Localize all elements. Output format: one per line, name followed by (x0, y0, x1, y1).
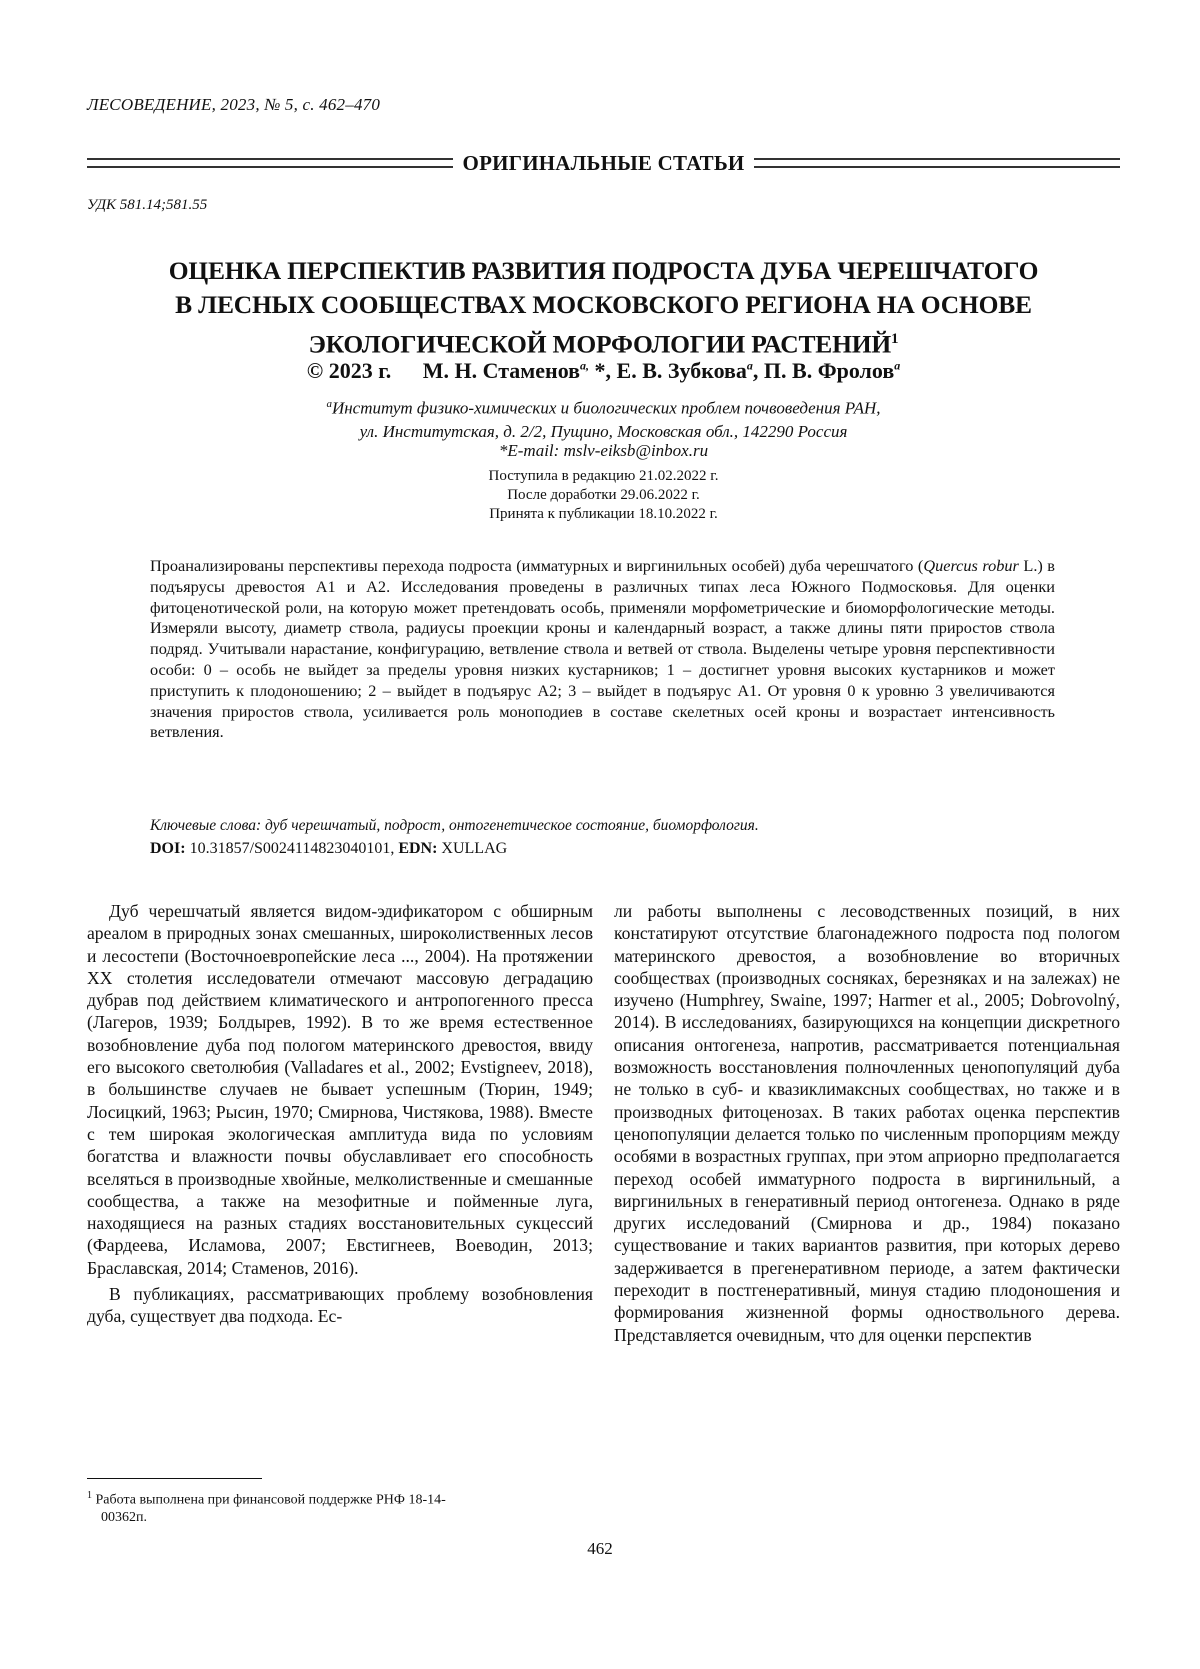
author-suffix: *, (589, 358, 612, 383)
title-line (87, 322, 1120, 362)
date-accepted: Принята к публикации 18.10.2022 г. (489, 506, 718, 522)
title-footnote-mark[interactable]: 1 (891, 331, 899, 347)
affiliation-mark: a (326, 398, 332, 410)
footnote-mark: 1 (87, 1490, 92, 1501)
affiliation-address: ул. Институтская, д. 2/2, Пущино, Московская обл., 142290 Россия (359, 421, 848, 441)
footnote-divider (87, 1478, 262, 1479)
author (423, 358, 611, 383)
page-number: 462 (587, 1539, 613, 1558)
section-rule-left (87, 158, 453, 168)
author (764, 358, 900, 383)
title-line: ОЦЕНКА ПЕРСПЕКТИВ РАЗВИТИЯ ПОДРОСТА ДУБА ЧЕРЕШЧАТОГО (168, 256, 1039, 285)
abstract-text: Проанализированы перспективы перехода подроста (имматурных и виргинильных особей) дуба черешчатого ( (150, 556, 924, 575)
abstract-text: L.) в подъярусы древостоя A1 и A2. Исследования проведены в различных типах леса Южного Подмосковья. Для оценки фитоценотической роли, на которую может претендовать особь, применяли морфометрические и биоморфологические методы. Измеряли высоту, диаметр ствола, радиусы проекции кроны и календарный возраст, а также длины пяти приростов ствола подряд. Учитывали нарастание, конфигурацию, ветвление ствола и ветвей от ствола. Выделены четыре уровня перспективности особи: 0 – особь не выйдет за пределы уровня низких кустарников; 1 – достигнет уровня высоких кустарников и может приступить к плодоношению; 2 – выйдет в подъярус A2; 3 – выйдет в подъярус A1. От уровня 0 к уровню 3 увеличиваются значения приростов ствола, усиливается роль моноподиев в составе скелетных осей кроны и возрастает интенсивность ветвления. (150, 556, 1055, 742)
journal-citation: ЛЕСОВЕДЕНИЕ, 2023, № 5, с. 462–470 (87, 95, 381, 114)
body-paragraph: Дуб черешчатый является видом-эдификатором с обширным ареалом в природных зонах смешанных, широколиственных лесов и лесостепи (Восточноевропейские леса ..., 2004). На протяжении XX столетия исследователи отмечают массовую деградацию дубрав под действием климатического и антропогенного пресса (Лагеров, 1939; Болдырев, 1992). В то же время естественное возобновление дуба под пологом материнского древостоя, ввиду его высокого светолюбия (Valladares et al., 2002; Evstigneev, 2018), в большинстве случаев не бывает успешным (Тюрин, 1949; Лосицкий, 1963; Рысин, 1970; Смирнова, Чистякова, 1988). Вместе с тем широкая экологическая амплитуда вида по условиям богатства и влажности почвы обуславливает его способность вселяться в производные хвойные, мелколиственные и смешанные сообщества, а также на мезофитные и пойменные луга, находящиеся на разных стадиях восстановительных сукцессий (Фардеева, Исламова, 2007; Евстигнеев, Воеводин, 2013; Браславская, 2014; Стаменов, 2016). (87, 901, 593, 1278)
species-name: Quercus robur (923, 556, 1019, 575)
author-affil-mark: a (894, 358, 901, 373)
contact-email[interactable]: *E-mail: mslv-eiksb@inbox.ru (498, 441, 709, 460)
edn-value: XULLAG (437, 840, 508, 857)
section-title: ОРИГИНАЛЬНЫЕ СТАТЬИ (462, 150, 745, 175)
footnote-text: Работа выполнена при финансовой поддержке РНФ 18-14- (92, 1492, 446, 1508)
body-column-right (614, 900, 1120, 1346)
abstract (150, 556, 1055, 743)
author-suffix: , (752, 358, 759, 383)
affiliation-line (87, 393, 1120, 420)
body-paragraph: ли работы выполнены с лесоводственных позиций, в них констатируют отсутствие благонадежного подроста под пологом материнского древостоя, а возобновление во вторичных сообществах (производных сосняках, березняках и на залежах) не изучено (Humphrey, Swaine, 1997; Harmer et al., 2005; Dobrovolný, 2014). В исследованиях, базирующихся на концепции дискретного описания онтогенеза, напротив, рассматривается потенциальная возможность восстановления полночленных ценопопуляций дуба не только в суб- и квазиклимаксных сообществах, но также и в производных фитоценозах. В таких работах оценка перспектив ценопопуляции делается только по численным пропорциям между особями в возрастных группах, при этом априорно предполагается переход особей имматурного подроста в виргинильный, а виргинильных в генеративный период онтогенеза. Однако в ряде других исследований (Смирнова и др., 1984) показано существование и таких вариантов развития, при которых дерево задерживается в прегенеративном периоде, а затем фактически переходит в постгенеративный, минуя стадию плодоношения и формирования жизненной формы одноствольного дерева. Представляется очевидным, что для оценки перспектив (614, 901, 1120, 1345)
submission-dates (87, 467, 1120, 524)
section-header (87, 150, 1120, 176)
affiliation-text: Институт физико-химических и биологических проблем почвоведения РАН, (331, 398, 881, 418)
doi-label: DOI: (150, 840, 186, 857)
identifiers (150, 840, 1055, 858)
copyright-year: © 2023 г. (306, 358, 392, 383)
edn-label: EDN: (398, 840, 438, 857)
author-name: М. Н. Стаменов (422, 358, 581, 383)
article-title (87, 254, 1120, 362)
udk-code: УДК 581.14;581.55 (87, 197, 208, 213)
author-line (87, 358, 1120, 384)
keywords: Ключевые слова: дуб черешчатый, подрост, онтогенетическое состояние, биоморфология. (150, 817, 759, 834)
date-received: Поступила в редакцию 21.02.2022 г. (488, 468, 719, 484)
author-affil-mark: a (746, 358, 753, 373)
date-revised: После доработки 29.06.2022 г. (507, 487, 700, 503)
doi-value[interactable]: 10.31857/S0024114823040101, (185, 840, 399, 857)
title-line-text: ЭКОЛОГИЧЕСКОЙ МОРФОЛОГИИ РАСТЕНИЙ (308, 329, 892, 359)
author (617, 358, 759, 383)
author-name: П. В. Фролов (763, 358, 895, 383)
footnote (87, 1487, 593, 1526)
author-name: Е. В. Зубкова (616, 358, 747, 383)
affiliation (87, 393, 1120, 443)
body-column-left (87, 900, 593, 1328)
author-affil-mark: a, (580, 358, 590, 373)
title-line: В ЛЕСНЫХ СООБЩЕСТВАХ МОСКОВСКОГО РЕГИОНА НА ОСНОВЕ (175, 290, 1032, 319)
body-paragraph: В публикациях, рассматривающих проблему возобновления дуба, существует два подхода. Ес- (87, 1284, 593, 1327)
footnote-text-cont: 00362п. (101, 1509, 147, 1525)
section-rule-right (754, 158, 1120, 168)
